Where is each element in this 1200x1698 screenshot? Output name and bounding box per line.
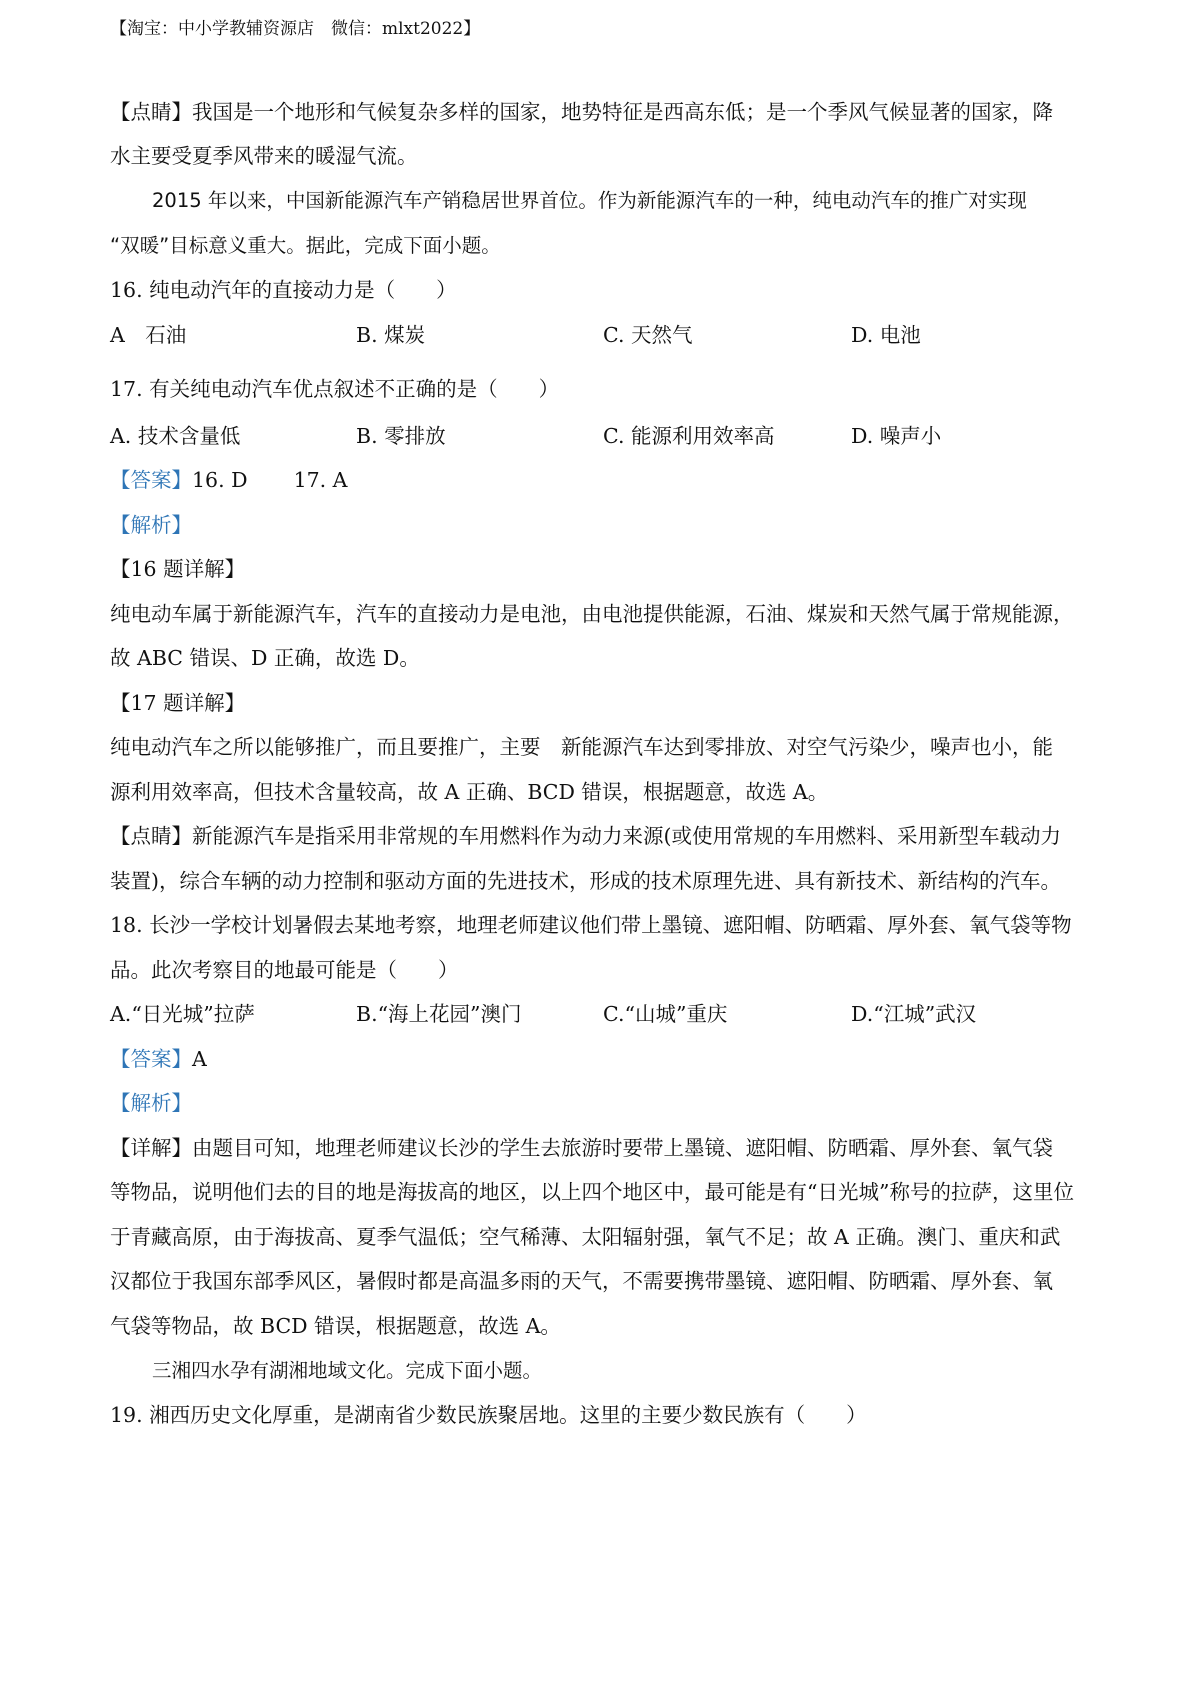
detail-17-line: 源利用效率高，但技术含量较高，故 A 正确、BCD 错误，根据题意，故选 A。 [110, 780, 829, 804]
dianjing-2-line: 装置)，综合车辆的动力控制和驱动方面的先进技术，形成的技术原理先进、具有新技术、新结构的汽车。 [110, 869, 1061, 893]
detail-16-line: 故 ABC 错误、D 正确，故选 D。 [110, 646, 420, 670]
detail-18-line: 于青藏高原，由于海拔高、夏季气温低；空气稀薄、太阳辐射强，氧气不足；故 A 正确。澳门、重庆和武 [110, 1225, 1061, 1249]
detail-17-line: 纯电动汽车之所以能够推广，而且要推广，主要 新能源汽车达到零排放、对空气污染少，噪声也小，能 [110, 735, 1053, 759]
option-b: B. 煤炭 [356, 323, 426, 347]
detail-16-title: 【16 题详解】 [110, 557, 246, 581]
detail-17-title: 【17 题详解】 [110, 691, 246, 715]
dianjing-2-line: 【点睛】新能源汽车是指采用非常规的车用燃料作为动力来源(或使用常规的车用燃料、采用新型车载动力 [110, 824, 1061, 848]
option-c: C. 能源利用效率高 [603, 424, 775, 448]
option-c: C.“山城”重庆 [603, 1002, 728, 1026]
detail-18-line: 气袋等物品，故 BCD 错误，根据题意，故选 A。 [110, 1314, 561, 1338]
page-header: 【淘宝：中小学教辅资源店 微信：mlxt2022】 [110, 19, 481, 39]
answer-line [110, 1044, 1100, 1074]
question-19: 19. 湘西历史文化厚重，是湖南省少数民族聚居地。这里的主要少数民族有（ ） [110, 1403, 867, 1427]
answer-16: 16. D [192, 468, 248, 492]
detail-18-line: 等物品，说明他们去的目的地是海拔高的地区，以上四个地区中，最可能是有“日光城”称号的拉萨，这里位 [110, 1180, 1074, 1204]
question-16: 16. 纯电动汽年的直接动力是（ ） [110, 278, 457, 302]
option-b: B.“海上花园”澳门 [356, 1002, 522, 1026]
question-17: 17. 有关纯电动汽车优点叙述不正确的是（ ） [110, 377, 560, 401]
option-c: C. 天然气 [603, 323, 693, 347]
detail-18-line: 汉都位于我国东部季风区，暑假时都是高温多雨的天气，不需要携带墨镜、遮阳帽、防晒霜、厚外套、氧 [110, 1269, 1053, 1293]
analysis-label: 【解析】 [110, 1091, 192, 1115]
option-d: D. 电池 [851, 323, 921, 347]
dianjing-paragraph-line: 【点睛】我国是一个地形和气候复杂多样的国家，地势特征是西高东低；是一个季风气候显著的国家，降 [110, 100, 1053, 124]
question-18-line: 18. 长沙一学校计划暑假去某地考察，地理老师建议他们带上墨镜、遮阳帽、防晒霜、厚外套、氧气袋等物 [110, 913, 1072, 937]
answer-17: 17. A [293, 468, 348, 492]
detail-18-line: 【详解】由题目可知，地理老师建议长沙的学生去旅游时要带上墨镜、遮阳帽、防晒霜、厚外套、氧气袋 [110, 1136, 1053, 1160]
answer-label: 【答案】 [110, 1047, 192, 1071]
answer-18: A [192, 1047, 207, 1071]
option-d: D.“江城”武汉 [851, 1002, 977, 1026]
option-b: B. 零排放 [356, 424, 446, 448]
intro-paragraph-line: 2015 年以来，中国新能源汽车产销稳居世界首位。作为新能源汽车的一种，纯电动汽车的推广对实现 [152, 189, 1027, 212]
option-d: D. 噪声小 [851, 424, 942, 448]
answer-label: 【答案】 [110, 468, 192, 492]
question-18-line: 品。此次考察目的地最可能是（ ） [110, 958, 459, 982]
option-a: A.“日光城”拉萨 [110, 1002, 255, 1026]
dianjing-paragraph-line: 水主要受夏季风带来的暖湿气流。 [110, 144, 418, 168]
analysis-label: 【解析】 [110, 513, 192, 537]
detail-16-line: 纯电动车属于新能源汽车，汽车的直接动力是电池，由电池提供能源，石油、煤炭和天然气属于常规能源， [110, 602, 1074, 626]
intro-19: 三湘四水孕有湖湘地域文化。完成下面小题。 [152, 1359, 543, 1382]
intro-paragraph-line: “双暖”目标意义重大。据此，完成下面小题。 [110, 234, 501, 257]
option-a: A. 技术含量低 [110, 424, 241, 448]
option-a: A 石油 [110, 323, 187, 347]
answer-line [110, 465, 1100, 495]
